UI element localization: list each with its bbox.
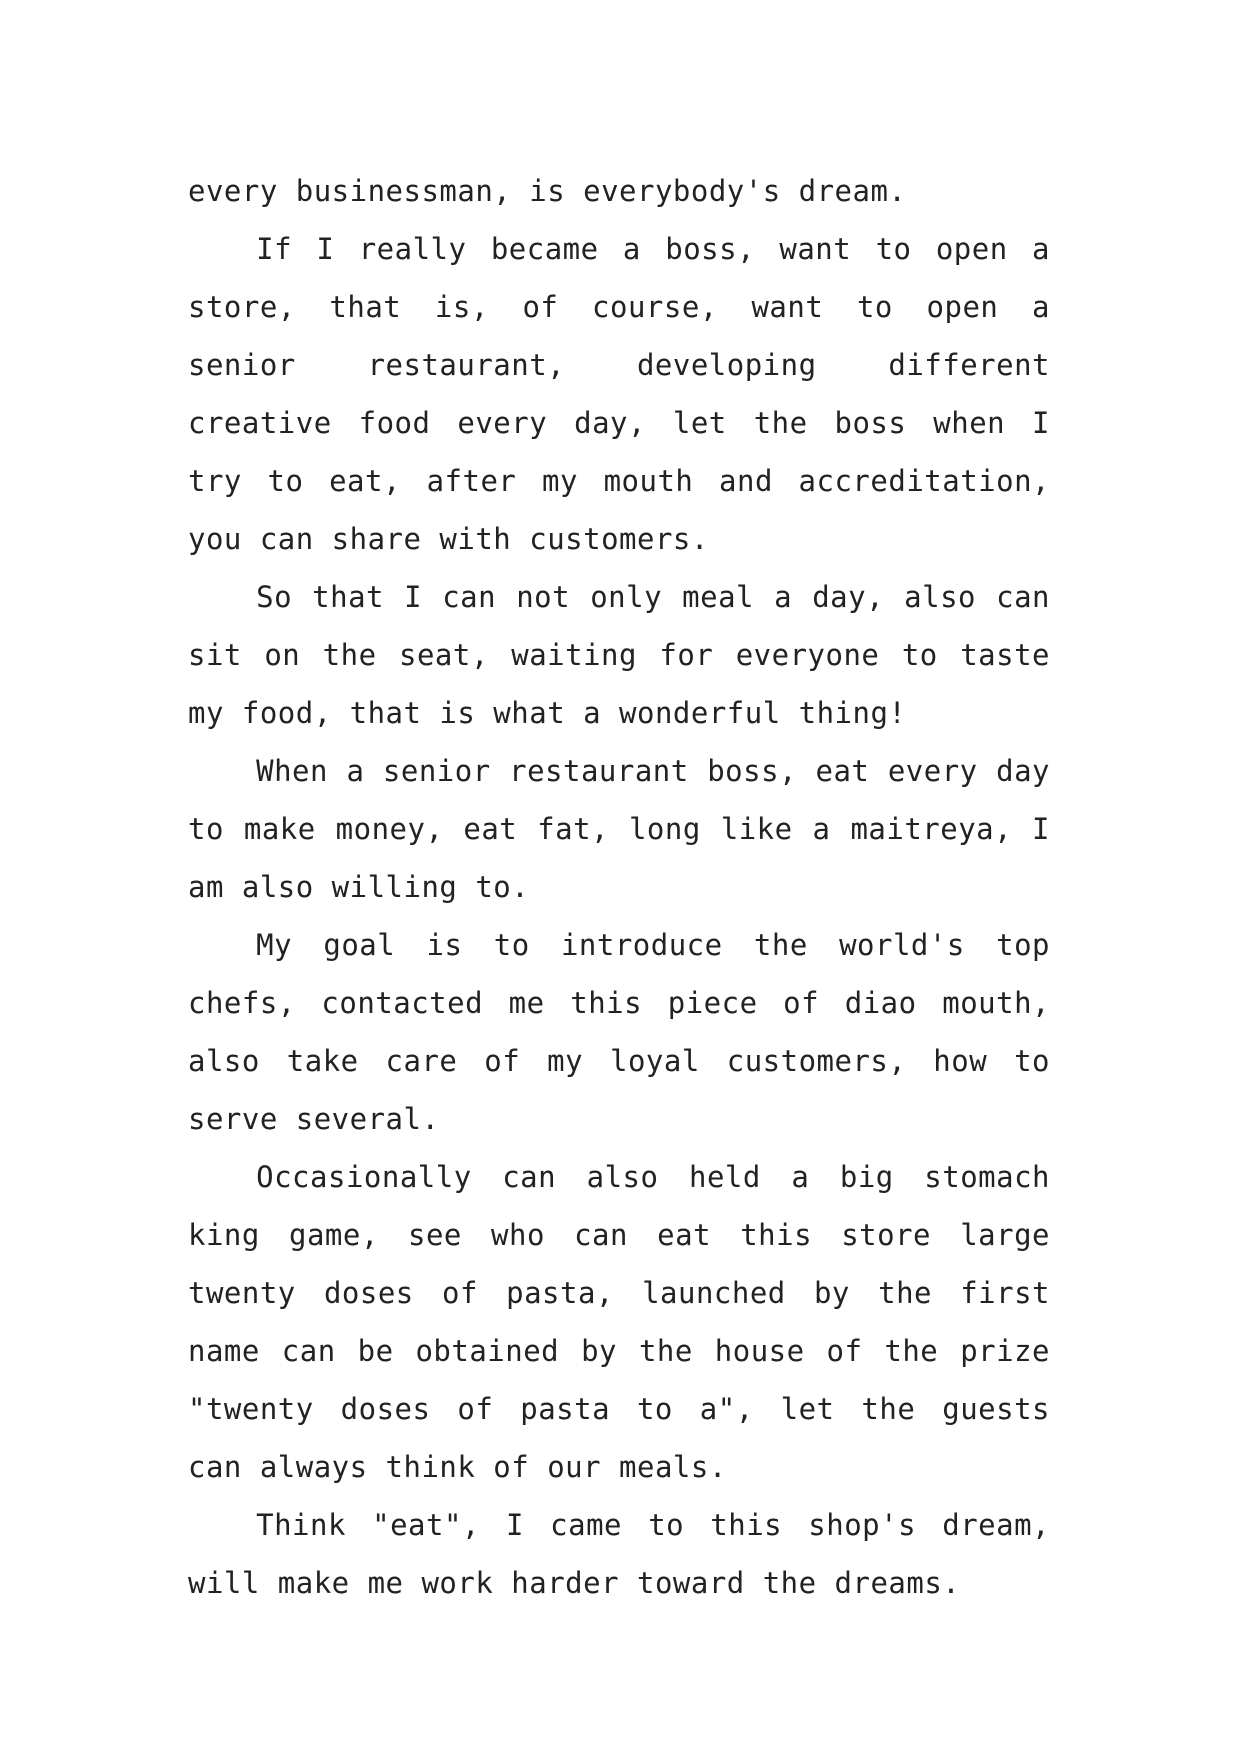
- paragraph-dream: Think "eat", I came to this shop's dream, will make me work harder toward the dreams.: [188, 1508, 1050, 1600]
- paragraph-open-store: If I really became a boss, want to open a store, that is, of course, want to open a senior restaurant, developing different creative food every day, let the boss when I try to eat, after my mouth and accreditation, you can share with customers.: [188, 232, 1050, 556]
- paragraph-stomach-king-game: Occasionally can also held a big stomach king game, see who can eat this store large twenty doses of pasta, launched by the first name can be obtained by the house of the prize "twenty doses of pasta to a", let the guests can always think of our meals.: [188, 1160, 1050, 1484]
- paragraph-restaurant-boss: When a senior restaurant boss, eat every day to make money, eat fat, long like a maitreya, I am also willing to.: [188, 754, 1050, 904]
- document-body: [188, 162, 1050, 1612]
- paragraph-goal: My goal is to introduce the world's top chefs, contacted me this piece of diao mouth, also take care of my loyal customers, how to serve several.: [188, 928, 1050, 1136]
- paragraph-taste-food: So that I can not only meal a day, also can sit on the seat, waiting for everyone to taste my food, that is what a wonderful thing!: [188, 580, 1050, 730]
- paragraph-continuation: every businessman, is everybody's dream.: [188, 174, 907, 208]
